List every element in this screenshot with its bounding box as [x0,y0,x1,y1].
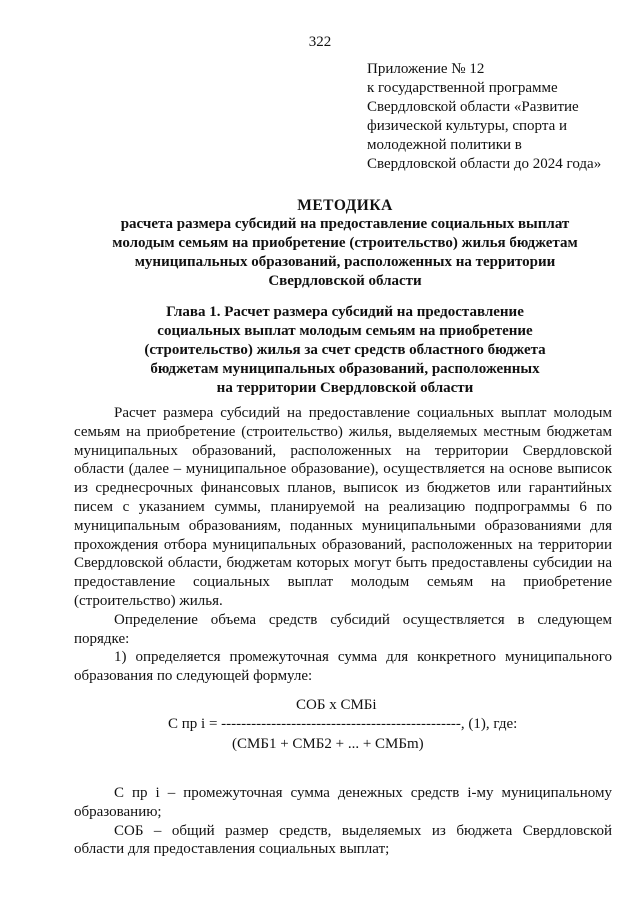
chapter-heading [80,303,610,398]
appendix-line: физической культуры, спорта и [367,118,568,134]
page-number: 322 [308,34,332,50]
document-title: МЕТОДИКА [297,197,393,214]
subtitle-line: Свердловской области [268,273,422,289]
formula-line: С пр i = ------------------------------------------------, (1), где: [168,715,518,732]
chapter-line: Глава 1. Расчет размера субсидий на предоставление [166,304,524,320]
paragraph-procedure: Определение объема средств субсидий осуществляется в следующем порядке: [74,611,612,647]
appendix-line: молодежной политики в [367,137,522,153]
appendix-line: Свердловской области до 2024 года» [367,156,602,172]
appendix-line: к государственной программе [367,80,558,96]
chapter-line: бюджетам муниципальных образований, расположенных [150,361,540,377]
subtitle-line: молодым семьям на приобретение (строительство) жилья бюджетам [112,235,578,251]
chapter-line: социальных выплат молодым семьям на приобретение [157,323,533,339]
chapter-line: (строительство) жилья за счет средств областного бюджета [144,342,546,358]
formula-denominator: (СМБ1 + СМБ2 + ... + СМБm) [232,735,424,752]
appendix-line: Приложение № 12 [367,61,485,77]
paragraph-step-1: 1) определяется промежуточная сумма для конкретного муниципального образования по следующей формуле: [74,649,612,685]
formula-numerator: СОБ х СМБi [296,696,377,713]
appendix-header [367,60,627,174]
document-title-block [80,196,610,291]
subtitle-line: расчета размера субсидий на предоставление социальных выплат [120,216,570,232]
definition-sob: СОБ – общий размер средств, выделяемых из бюджета Свердловской области для предоставления социальных выплат; [74,822,612,858]
body-text [74,404,612,859]
paragraph-calculation-basis: Расчет размера субсидий на предоставление социальных выплат молодым семьям на приобретение (строительство) жилья, выделяемых местным бюджетам муниципальных образований, расположенных на территории Свердловской области (далее – муниципальное образование), осуществляется на основе выписок из среднесрочных финансовых планов, выписок из бюджетов или гарантийных писем с указанием суммы, планируемой на реализацию подпрограммы 6 по муниципальным образованиям, поданных муниципальными образованиями для прохождения отбора муниципальных образований, расположенных на территории Свердловской области, бюджетам которых могут быть предоставлены субсидии на предоставление социальных выплат молодым семьям на приобретение (строительство) жилья. [74,405,612,609]
chapter-line: на территории Свердловской области [216,380,474,396]
subtitle-line: муниципальных образований, расположенных на территории [134,254,556,270]
document-subtitle [80,215,610,291]
formula-1 [74,696,612,768]
definition-spr: С пр i – промежуточная сумма денежных средств i-му муниципальному образованию; [74,784,612,820]
appendix-line: Свердловской области «Развитие [367,99,579,115]
